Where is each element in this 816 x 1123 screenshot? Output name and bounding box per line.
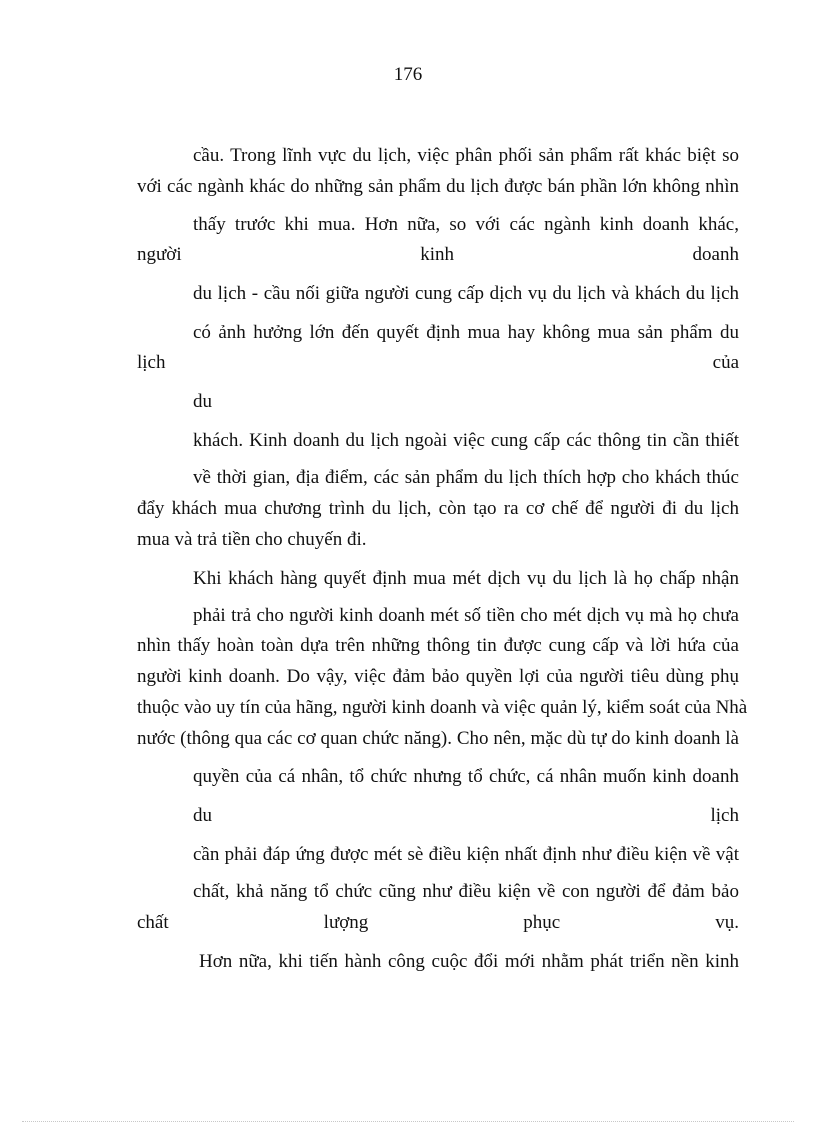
text-line: người kinh doanh. Do vậy, việc đảm bảo quyền lợi của người tiêu dùng phụ <box>137 666 739 687</box>
text-line: thấy trước khi mua. Hơn nữa, so với các ngành kinh doanh khác, <box>193 214 739 235</box>
text-line: có ảnh hưởng lớn đến quyết định mua hay không mua sản phẩm du <box>193 322 739 343</box>
text-line: lịch của <box>137 352 739 373</box>
text-line: khách. Kinh doanh du lịch ngoài việc cung cấp các thông tin cần thiết <box>193 430 739 451</box>
text-line: thuộc vào uy tín của hãng, người kinh doanh và việc quản lý, kiểm soát của Nhà <box>137 697 748 718</box>
text-line: đẩy khách mua chương trình du lịch, còn tạo ra cơ chế để người đi du lịch <box>137 498 739 519</box>
text-line: du lịch - cầu nối giữa người cung cấp dịch vụ du lịch và khách du lịch <box>193 283 739 304</box>
text-line: du <box>193 391 212 412</box>
text-line: mua và trả tiền cho chuyến đi. <box>137 529 367 550</box>
text-line: chất lượng phục vụ. <box>137 912 739 933</box>
text-line: nhìn thấy hoàn toàn dựa trên những thông tin được cung cấp và lời hứa của <box>137 635 739 656</box>
text-line: nước (thông qua các cơ quan chức năng). Cho nên, mặc dù tự do kinh doanh là <box>137 728 739 749</box>
page-bottom-divider <box>22 1121 794 1122</box>
text-line: cần phải đáp ứng được mét sè điều kiện nhất định như điều kiện về vật <box>193 844 739 865</box>
text-line: quyền của cá nhân, tổ chức nhưng tổ chức, cá nhân muốn kinh doanh <box>193 766 739 787</box>
text-line: phải trả cho người kinh doanh mét số tiền cho mét dịch vụ mà họ chưa <box>193 605 739 626</box>
text-line: Hơn nữa, khi tiến hành công cuộc đổi mới nhằm phát triển nền kinh <box>199 951 739 972</box>
text-line: với các ngành khác do những sản phẩm du lịch được bán phần lớn không nhìn <box>137 176 739 197</box>
text-line: người kinh doanh <box>137 244 739 265</box>
text-line: cầu. Trong lĩnh vực du lịch, việc phân phối sản phẩm rất khác biệt so <box>193 145 739 166</box>
text-line: về thời gian, địa điểm, các sản phẩm du lịch thích hợp cho khách thúc <box>193 467 739 488</box>
page-number: 176 <box>393 64 423 85</box>
text-line: du lịch <box>193 805 739 826</box>
text-line: chất, khả năng tổ chức cũng như điều kiện về con người để đảm bảo <box>193 881 739 902</box>
text-line: Khi khách hàng quyết định mua mét dịch vụ du lịch là họ chấp nhận <box>193 568 739 589</box>
